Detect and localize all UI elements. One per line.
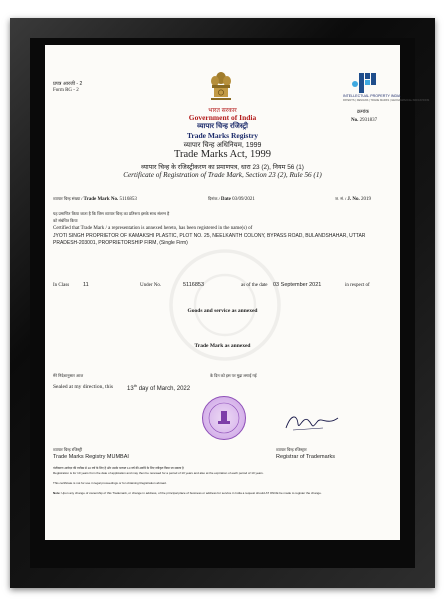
- form-number-english: Form RG - 2: [53, 88, 79, 93]
- certify-text-hindi: यह प्रमाणित किया जाता है कि जिस व्यापार चिन्ह का प्रतिरूप इसके साथ संलग्न है: [53, 211, 170, 216]
- journal-value: 2019: [360, 197, 371, 202]
- month-value: March: [156, 386, 174, 392]
- serial-label: No.: [351, 118, 359, 123]
- trade-mark-number: व्यापार चिन्ह संख्या / Trade Mark No. 5116853: [53, 196, 137, 202]
- under-no-label: Under No.: [140, 283, 162, 288]
- sealed-text-hindi: मेरे निदेशानुसार आज: [53, 373, 84, 378]
- form-number-hindi: प्रपत्र आरजी - 2: [53, 81, 83, 87]
- certificate-paper: [45, 45, 430, 540]
- class-label: In Class: [53, 283, 70, 288]
- footer-left-hindi: व्यापार चिन्ह रजिस्ट्री: [53, 447, 83, 452]
- year-value: 2022: [176, 386, 191, 392]
- registry-label: Trade Marks Registry: [53, 454, 106, 460]
- serial-label-hindi: क्रमांक: [357, 109, 369, 115]
- act-hindi: व्यापार चिन्ह अधिनियम, 1999: [183, 142, 262, 149]
- as-of-value: 03 September 2021: [273, 282, 322, 288]
- serial-value: 2931837: [359, 118, 378, 123]
- as-of-label: as of the date: [241, 283, 268, 288]
- government-hindi: भारत सरकार: [208, 108, 237, 114]
- day-of-label: day of: [138, 386, 156, 392]
- act-english: Trade Marks Act, 1999: [173, 149, 272, 160]
- seal-emblem-icon: [203, 397, 245, 439]
- note-english-3: Note: Upon any change of ownership of this Trademark, or change in address, of the principal place of business or address for service in India a request should AT ONCE be made to register the change.: [53, 491, 322, 495]
- registry-hindi: व्यापार चिन्ह रजिस्ट्री: [197, 123, 248, 130]
- government-english: Government of India: [188, 113, 257, 122]
- class-value: 11: [83, 282, 89, 288]
- registry-english: Trade Marks Registry: [186, 131, 259, 140]
- tm-no-value: 5116853: [119, 197, 137, 202]
- ip-logo-subtext: PATENTS | DESIGNS | TRADE MARKS | GEOGRAPHICAL INDICATIONS: [343, 99, 430, 102]
- official-seal: [202, 396, 246, 440]
- certificate-heading-hindi: व्यापार चिन्ह के रजिस्ट्रीकरण का प्रमाणपत्र, धारा 23 (2), नियम 56 (1): [141, 164, 304, 171]
- day-suffix: th: [133, 383, 138, 388]
- respect-label: in respect of: [345, 283, 370, 288]
- certify-text-hindi-2: को संबंधित किया: [53, 218, 78, 223]
- registrant-line-1: JYOTI SINGH PROPRIETOR OF KAMAKSHI PLASTIC, PLOT NO. 25, NEELKANTH COLONY, BYPASS ROAD, BULANDSHAHAR, UTTAR: [53, 233, 366, 239]
- note-label: Note: [53, 491, 60, 495]
- ip-india-logo-icon: [343, 72, 389, 94]
- trade-mark-annexed: Trade Mark as annexed: [194, 343, 251, 349]
- tm-no-label: Trade Mark No.: [83, 197, 119, 202]
- registry-city: MUMBAI: [106, 454, 129, 460]
- registrar-signature-icon: [283, 410, 341, 434]
- note-english-2: This certificate is not for use in legal proceedings or for obtaining Registration abroad.: [53, 481, 167, 485]
- note-text: Upon any change of ownership of this Trademark, or change in address, of the principal place of business or address for service in India a request should AT ONCE be made to register the change.: [61, 491, 322, 495]
- certificate-heading-english: Certificate of Registration of Trade Mark, Section 23 (2), Rule 56 (1): [123, 171, 322, 179]
- serial-number: [351, 118, 377, 124]
- sealed-label: Sealed at my direction, this: [53, 384, 114, 390]
- footer-left-english: [53, 454, 129, 460]
- sealed-text-hindi-2: के दिन को इस पर मुद्रा लगाई गई: [210, 373, 257, 378]
- registrant-line-2: PRADESH-203001, PROPRIETORSHIP FIRM, (Single Firm): [53, 240, 188, 246]
- sealed-day: 13th day of March, 2022: [127, 383, 191, 392]
- footer-right-hindi: व्यापार चिन्ह रजिस्ट्रार: [276, 447, 307, 452]
- goods-services: Goods and service as annexed: [187, 308, 258, 314]
- date-value: 03/09/2021: [232, 197, 255, 202]
- national-emblem-icon: [208, 70, 234, 104]
- registration-date: दिनांक / Date 03/09/2021: [208, 196, 255, 202]
- under-no-value: 5116853: [183, 282, 205, 288]
- date-label: Date: [220, 197, 231, 202]
- footer-right-english: Registrar of Trademarks: [276, 454, 335, 460]
- journal-label: J. No.: [347, 197, 360, 202]
- journal-number: ज. सं. / J. No. 2019: [335, 196, 371, 202]
- certify-text-english: Certified that Trade Mark / a representation is annexed hereto, has been registered in the name(s) of: [53, 226, 253, 231]
- day-value: 13: [127, 386, 134, 392]
- note-english-1: Registration is for 10 years from the date of application and may then be renewed for a period of 10 years and also at the expiration of each period of 10 years.: [53, 471, 264, 475]
- ip-india-logo: [343, 72, 430, 108]
- ip-logo-text: INTELLECTUAL PROPERTY INDIA: [343, 94, 401, 98]
- note-hindi-1: पंजीकरण आवेदन की तारीख से 10 वर्ष के लिए है और उसके पश्चात 10 वर्ष की अवधि के लिए नवीकृत किया जा सकता है: [53, 466, 184, 470]
